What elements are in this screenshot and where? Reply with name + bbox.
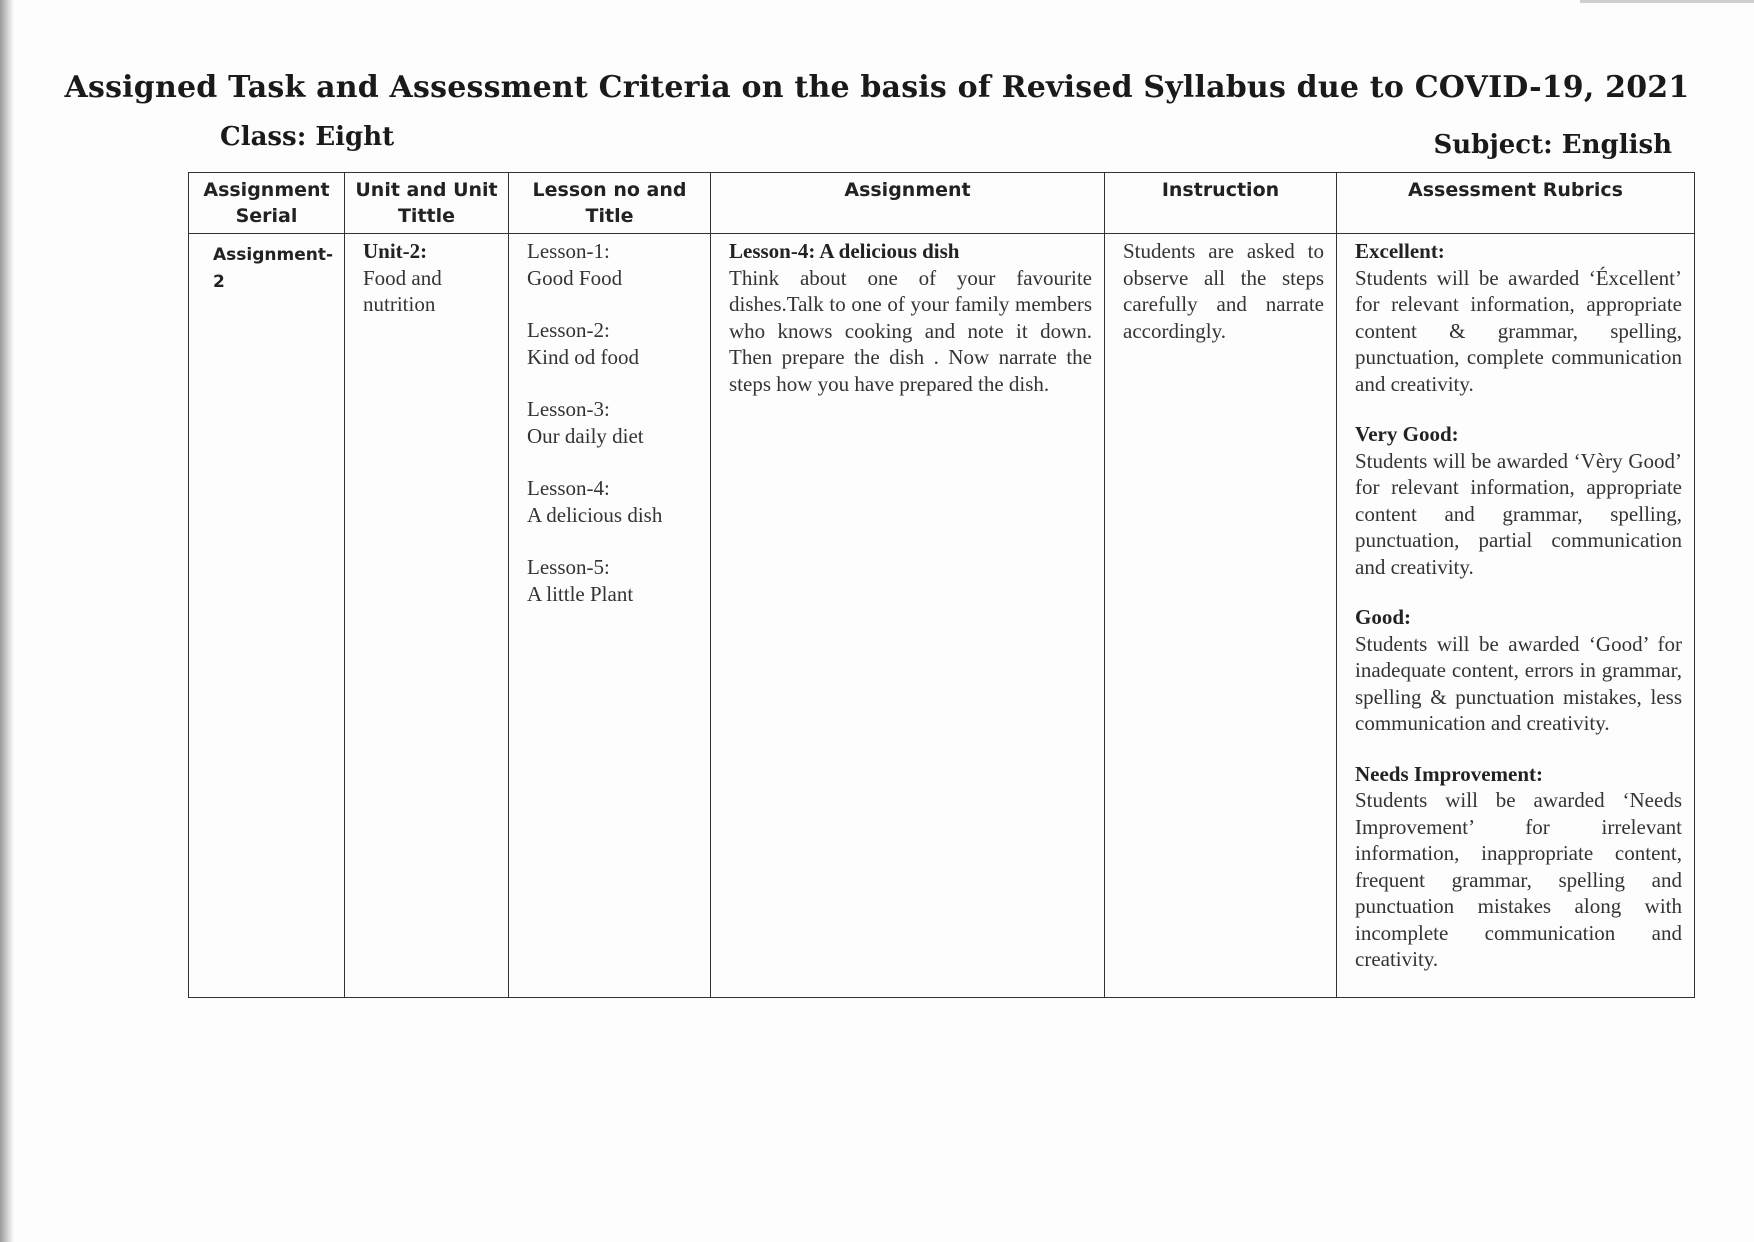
rubric-good xyxy=(1355,604,1682,737)
lesson-title: A little Plant xyxy=(527,581,634,606)
class-label: Class: Eight xyxy=(220,122,395,152)
lesson-item xyxy=(527,317,698,370)
assignment-title: Lesson-4: A delicious dish xyxy=(729,239,960,263)
header-assignment-serial: Assignment Serial xyxy=(189,173,345,234)
assignment-text: Think about one of your favourite dishes.Talk to one of your family members who knows cooking and note it down. Then prepare the dish . Now narrate the steps how you have prepared the dish. xyxy=(729,265,1092,396)
lesson-item xyxy=(527,475,698,528)
table-header-row xyxy=(189,173,1695,234)
cell-rubrics xyxy=(1337,234,1695,998)
subject-label: Subject: English xyxy=(1433,130,1672,160)
rubric-title: Good: xyxy=(1355,605,1412,629)
page-title: Assigned Task and Assessment Criteria on the basis of Revised Syllabus due to COVID-19, 2021 xyxy=(64,70,1690,105)
cell-lessons xyxy=(509,234,711,998)
header-lesson-title: Lesson no and Title xyxy=(509,173,711,234)
lesson-item xyxy=(527,238,698,291)
rubric-title: Very Good: xyxy=(1355,422,1459,446)
lesson-number: Lesson-1: xyxy=(527,239,610,263)
lesson-number: Lesson-4: xyxy=(527,476,610,500)
rubric-title: Needs Improvement: xyxy=(1355,761,1543,786)
scan-edge-top xyxy=(1580,0,1754,3)
cell-assignment xyxy=(711,234,1105,998)
rubric-text: Students will be awarded ‘Éxcellent’ for relevant information, appropriate content & grammar, spelling, punctuation, complete communication and creativity. xyxy=(1355,265,1682,396)
lesson-title: A delicious dish xyxy=(527,502,663,527)
rubric-very-good xyxy=(1355,421,1682,580)
table-row xyxy=(189,234,1695,998)
header-assignment: Assignment xyxy=(711,173,1105,234)
unit-code: Unit-2: xyxy=(363,239,428,263)
lesson-title: Good Food xyxy=(527,265,623,290)
lesson-title: Our daily diet xyxy=(527,423,644,448)
lesson-number: Lesson-3: xyxy=(527,397,610,421)
assessment-table xyxy=(188,172,1695,998)
lesson-title: Kind od food xyxy=(527,344,639,369)
lesson-number: Lesson-2: xyxy=(527,318,610,342)
rubric-text: Students will be awarded ‘Vèry Good’ for relevant information, appropriate content and grammar, spelling, punctuation, partial communication and creativity. xyxy=(1355,448,1682,579)
unit-title: Food and nutrition xyxy=(363,265,442,316)
instruction-text: Students are asked to observe all the steps carefully and narrate accordingly. xyxy=(1123,239,1324,343)
rubric-needs-improvement xyxy=(1355,761,1682,973)
cell-assignment-serial: Assignment-2 xyxy=(189,234,345,998)
header-instruction: Instruction xyxy=(1105,173,1337,234)
header-unit-title: Unit and Unit Tittle xyxy=(345,173,509,234)
rubric-excellent xyxy=(1355,238,1682,397)
header-assessment-rubrics: Assessment Rubrics xyxy=(1337,173,1695,234)
lesson-item xyxy=(527,396,698,449)
rubric-title: Excellent: xyxy=(1355,239,1445,263)
cell-unit xyxy=(345,234,509,998)
cell-instruction xyxy=(1105,234,1337,998)
rubric-text: Students will be awarded ‘Needs Improvement’ for irrelevant information, inappropriate content, frequent grammar, spelling and punctuation mistakes along with incomplete communication and creativity. xyxy=(1355,788,1682,971)
lesson-number: Lesson-5: xyxy=(527,555,610,579)
rubric-text: Students will be awarded ‘Good’ for inadequate content, errors in grammar, spelling & punctuation mistakes, less communication and creativity. xyxy=(1355,631,1682,735)
scan-shadow-left xyxy=(0,0,14,1242)
lesson-item xyxy=(527,554,698,607)
